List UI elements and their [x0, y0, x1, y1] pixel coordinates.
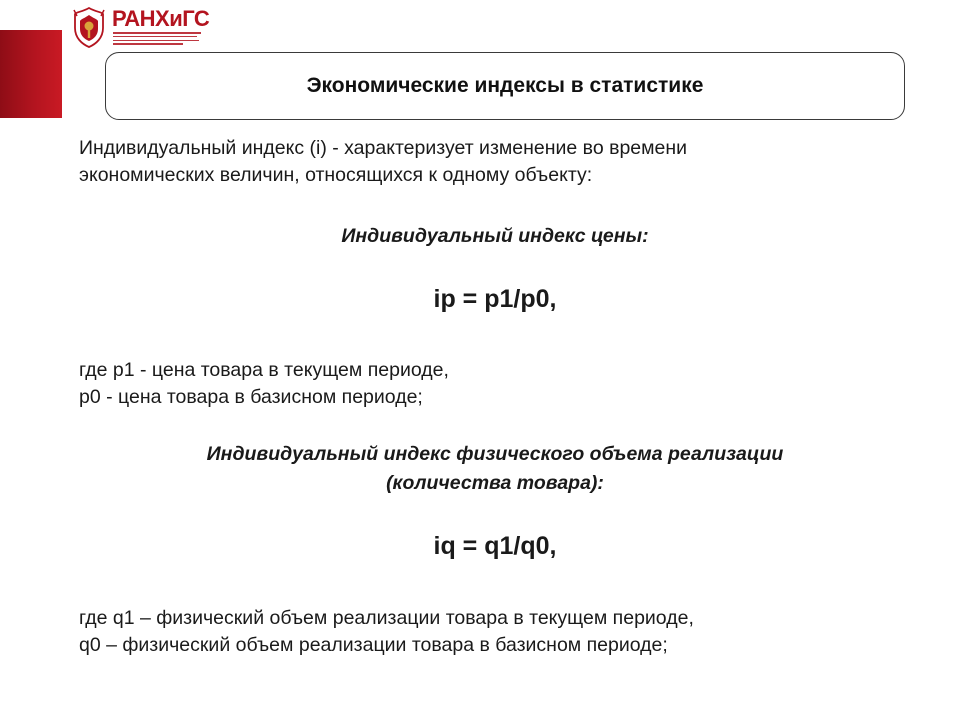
- definition-line: p0 - цена товара в базисном периоде;: [79, 386, 423, 408]
- slide-title: Экономические индексы в статистике: [306, 74, 704, 97]
- intro-paragraph: [79, 135, 687, 189]
- price-index-formula: ip = p1/p0,: [433, 285, 557, 313]
- intro-line: экономических величин, относящихся к одному объекту:: [79, 164, 593, 186]
- definition-line: где p1 - цена товара в текущем периоде,: [79, 359, 449, 381]
- volume-index-heading: [80, 440, 910, 498]
- intro-line: Индивидуальный индекс (i) - характеризует изменение во времени: [79, 137, 688, 159]
- definition-line: где q1 – физический объем реализации товара в текущем периоде,: [79, 607, 694, 629]
- volume-index-formula: iq = q1/q0,: [433, 532, 557, 560]
- volume-index-definitions: [79, 605, 694, 659]
- definition-line: q0 – физический объем реализации товара в базисном периоде;: [79, 634, 668, 656]
- logo-subtitle: [113, 32, 201, 48]
- heading-line: Индивидуальный индекс физического объема реализации: [206, 443, 784, 465]
- slide-title-box: [105, 52, 905, 120]
- ranepa-logo: [72, 6, 210, 48]
- price-index-heading: Индивидуальный индекс цены:: [341, 225, 649, 247]
- coat-of-arms-icon: [72, 6, 106, 48]
- price-index-definitions: [79, 357, 449, 411]
- red-accent-bar: [0, 30, 62, 118]
- heading-line: (количества товара):: [386, 472, 604, 494]
- logo-text: РАНХиГС: [112, 6, 210, 31]
